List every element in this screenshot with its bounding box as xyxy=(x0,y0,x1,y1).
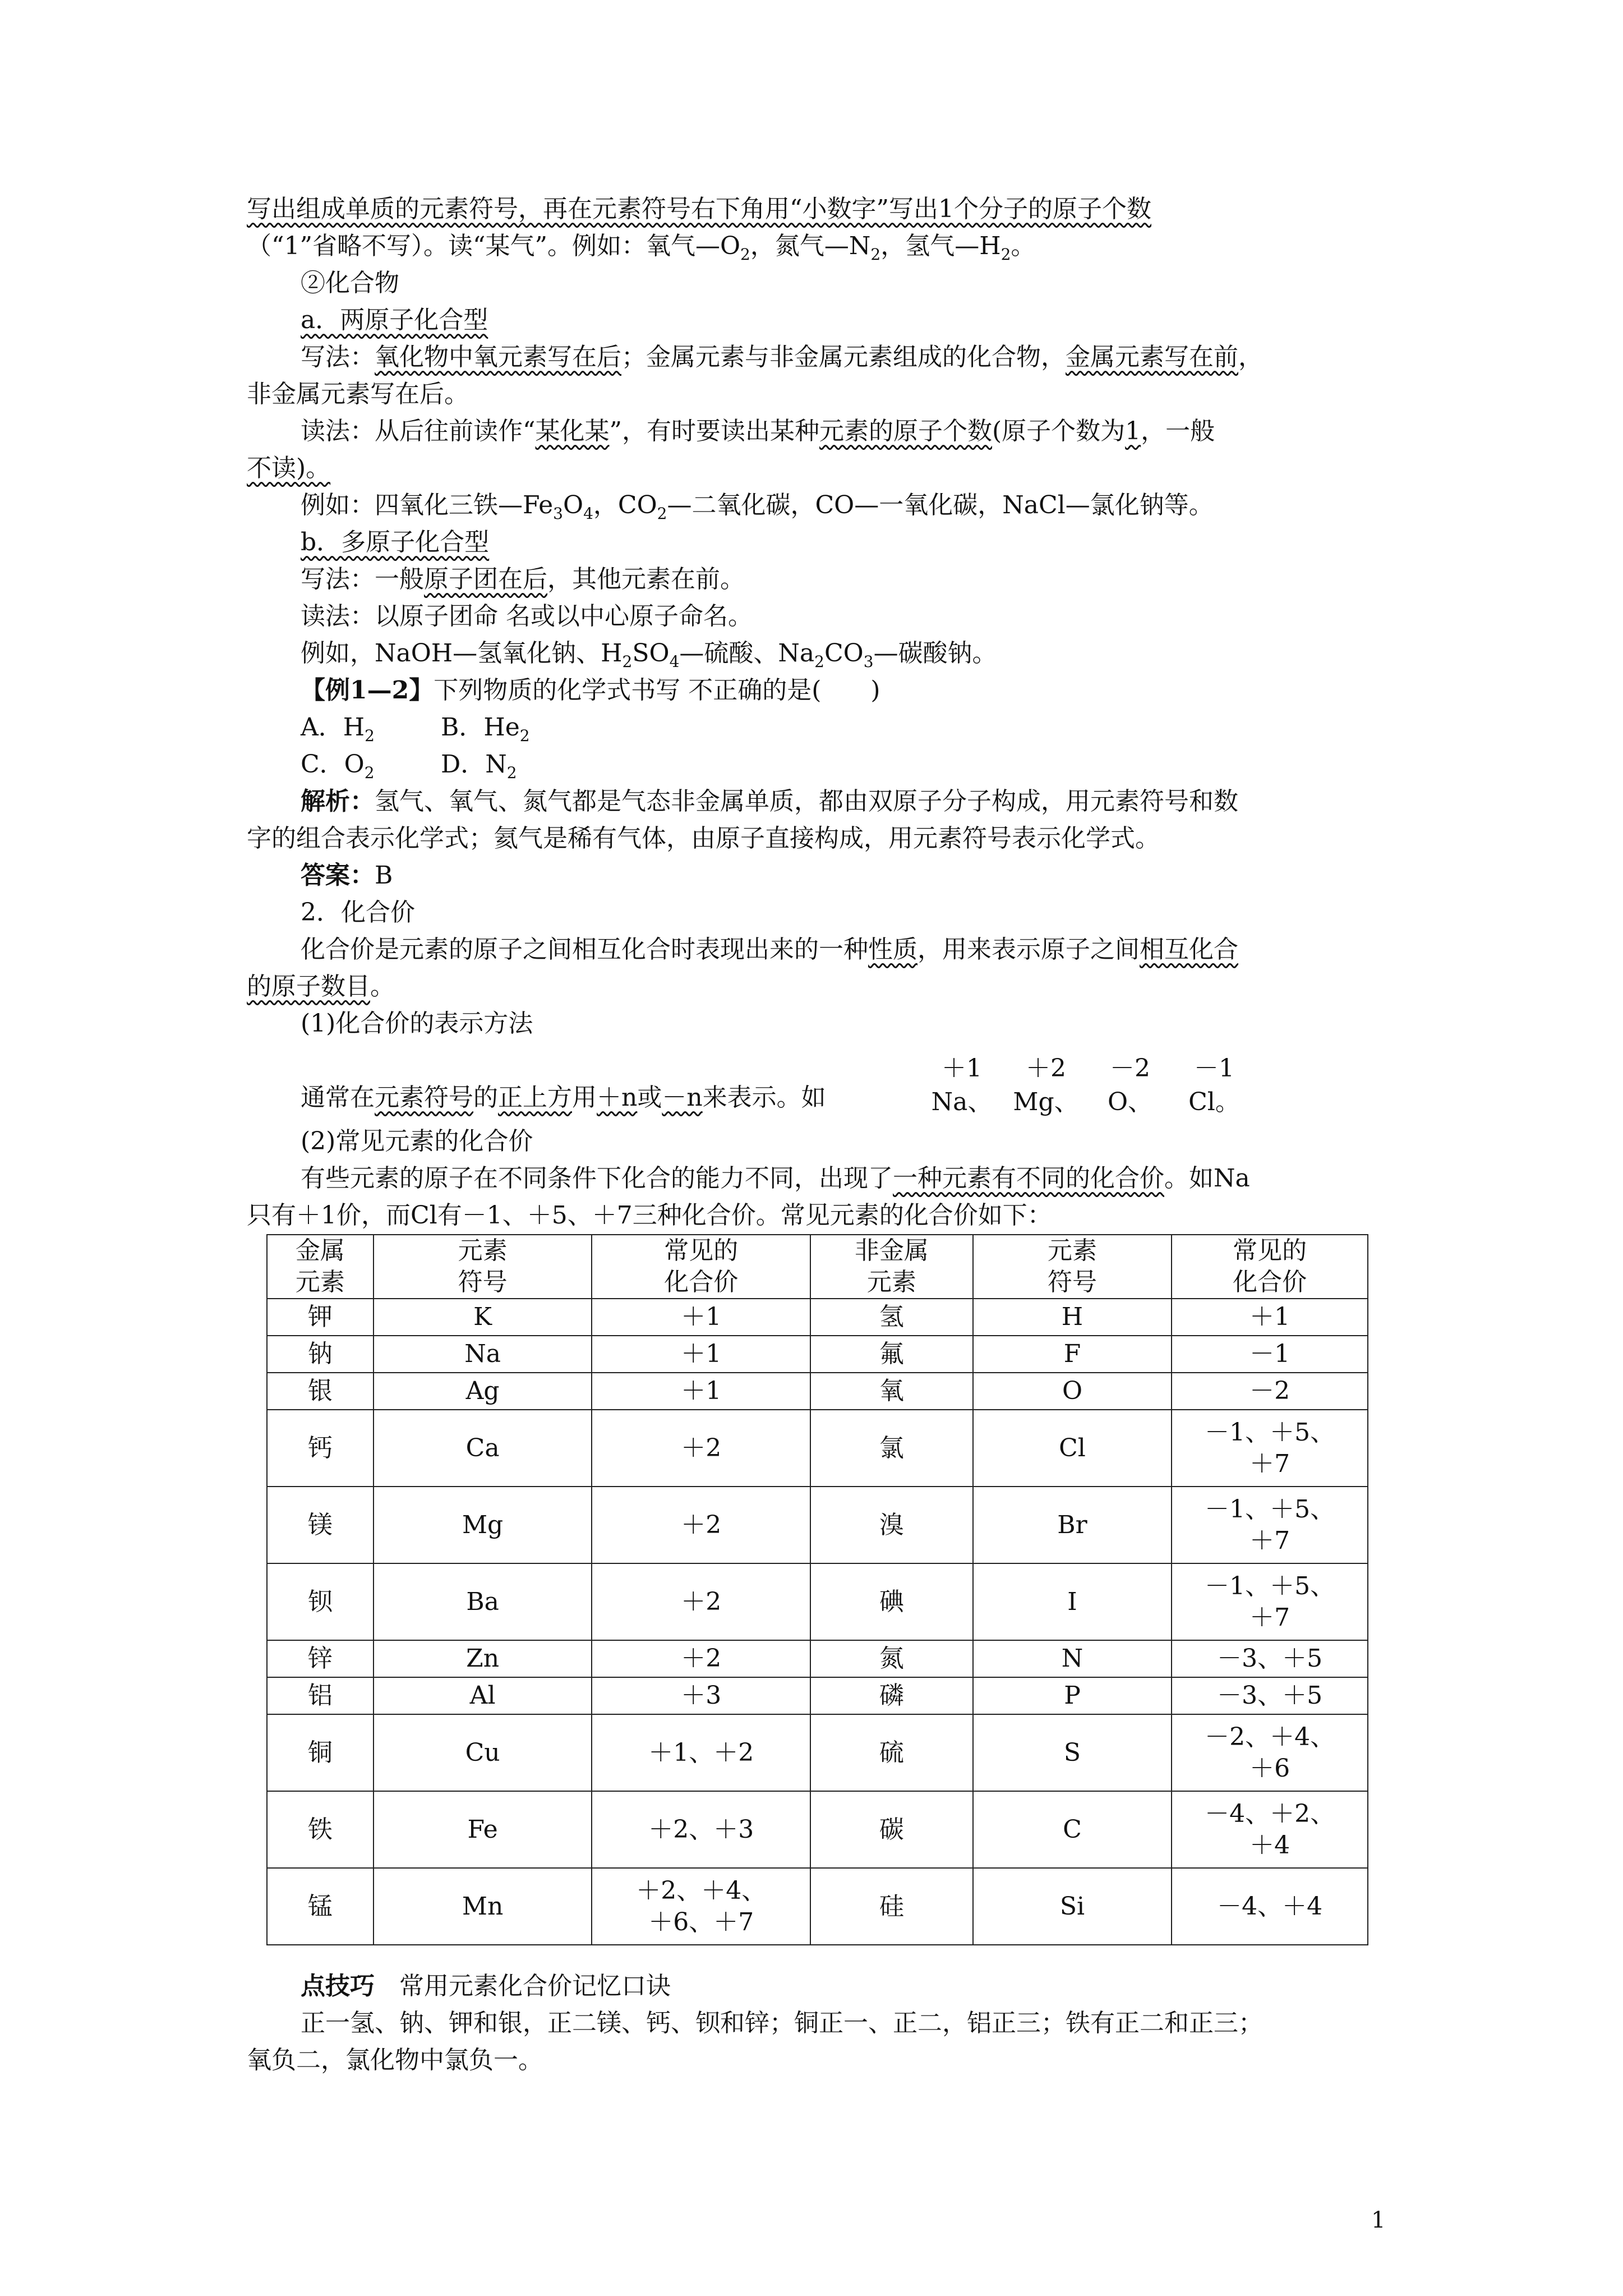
cell-text: Si xyxy=(1059,1892,1085,1921)
table-cell xyxy=(1172,1487,1368,1563)
main-text xyxy=(247,191,1380,1234)
valence-mark: －2 xyxy=(1110,1054,1150,1083)
table-header-cell xyxy=(592,1235,810,1299)
cell-text: 铁 xyxy=(307,1815,333,1844)
cell-text: －1、＋5、 xyxy=(1205,1494,1335,1524)
text-line: 化合价是元素的原子之间相互化合时表现出来的一种性质，用来表示原子之间相互化合 xyxy=(301,935,1238,964)
table-cell xyxy=(592,1336,810,1373)
table-cell xyxy=(374,1336,592,1373)
text-line: 写法：氧化物中氧元素写在后；金属元素与非金属元素组成的化合物，金属元素写在前， xyxy=(301,343,1263,371)
header-text: 符号 xyxy=(458,1268,508,1296)
cell-text: 钙 xyxy=(307,1433,333,1462)
table-cell xyxy=(374,1563,592,1640)
cell-text: ＋1 xyxy=(681,1377,722,1405)
cell-text: ＋6 xyxy=(1249,1754,1290,1783)
valence-example-line: 通常在元素符号的正上方用＋n或－n来表示。如 ＋1 ＋2 －2 －1 Na、 Mg、 O、 Cl。 xyxy=(247,1045,1380,1123)
header-text: 非金属 xyxy=(854,1236,929,1265)
valence-mark: ＋2 xyxy=(1026,1054,1066,1083)
cell-text: ＋1 xyxy=(1249,1303,1290,1331)
option-d: D．$N_2$ xyxy=(441,750,517,782)
table-cell xyxy=(374,1640,592,1677)
table-header-cell xyxy=(810,1235,973,1299)
cell-text: 钡 xyxy=(307,1587,333,1616)
cell-text: ＋1 xyxy=(681,1303,722,1331)
cell-text: Ca xyxy=(465,1433,500,1462)
cell-text: S xyxy=(1063,1738,1081,1767)
table-cell xyxy=(374,1714,592,1791)
options-row xyxy=(247,746,1380,783)
valence-mark: －1 xyxy=(1194,1054,1234,1083)
table-cell xyxy=(1172,1299,1368,1336)
table-cell xyxy=(810,1563,973,1640)
table-cell xyxy=(374,1677,592,1714)
table-row xyxy=(267,1677,1368,1714)
table-row xyxy=(267,1487,1368,1563)
cell-text: C xyxy=(1063,1815,1082,1844)
header-text: 元素 xyxy=(1047,1236,1097,1265)
cell-text: ＋4 xyxy=(1249,1830,1290,1860)
text-line: 只有＋1价，而Cl有－1、＋5、＋7三种化合价。常见元素的化合价如下： xyxy=(247,1201,1052,1230)
header-text: 元素 xyxy=(866,1268,916,1296)
text-line: 读法：以原子团命 名或以中心原子命名。 xyxy=(301,602,753,631)
table-cell xyxy=(1172,1868,1368,1945)
cell-text: －3、＋5 xyxy=(1217,1644,1323,1673)
table-cell xyxy=(810,1410,973,1487)
table-cell xyxy=(810,1299,973,1336)
cell-text: ＋6、＋7 xyxy=(648,1907,754,1936)
table-cell xyxy=(267,1714,374,1791)
page-number: 1 xyxy=(1371,2207,1386,2233)
cell-text: Zn xyxy=(466,1644,500,1673)
option-b: B．$He_2$ xyxy=(441,713,530,745)
cell-text: ＋1、＋2 xyxy=(648,1738,754,1767)
cell-text: ＋7 xyxy=(1249,1449,1290,1478)
cell-text: 锰 xyxy=(307,1892,333,1921)
table-cell xyxy=(592,1563,810,1640)
cell-text: 氢 xyxy=(879,1303,904,1331)
cell-text: 硅 xyxy=(879,1892,904,1921)
table-cell xyxy=(267,1677,374,1714)
table-cell xyxy=(374,1791,592,1868)
cell-text: 氮 xyxy=(879,1644,904,1673)
option-c: C．$O_2$ xyxy=(301,750,375,782)
text-line: 例如，NaOH—氢氧化钠、$H_2SO_4—$硫酸、$Na_2CO_3—$碳酸钠。 xyxy=(301,639,997,671)
text-line: 字的组合表示化学式；氦气是稀有气体，由原子直接构成，用元素符号表示化学式。 xyxy=(247,824,1160,853)
cell-text: －4、＋2、 xyxy=(1205,1799,1335,1828)
text-line: （“1”省略不写）。读“某气”。例如：氧气$—O_2$，氮气$—N_2$，氢气$—H_2$。 xyxy=(247,232,1036,264)
table-cell xyxy=(1172,1714,1368,1791)
cell-text: －4、＋4 xyxy=(1217,1892,1323,1921)
text-line: a．两原子化合型 xyxy=(301,306,488,334)
cell-text: Cl xyxy=(1059,1433,1086,1462)
table-cell xyxy=(374,1373,592,1410)
cell-text: 铝 xyxy=(307,1681,333,1710)
header-text: 化合价 xyxy=(664,1268,739,1296)
text-line: 的原子数目。 xyxy=(247,972,395,1001)
table-cell xyxy=(973,1487,1172,1563)
analysis: 解析：氢气、氧气、氮气都是气态非金属单质，都由双原子分子构成，用元素符号和数 xyxy=(301,787,1238,816)
cell-text: ＋2、＋3 xyxy=(648,1815,754,1844)
cell-text: ＋1 xyxy=(681,1340,722,1368)
cell-text: 银 xyxy=(307,1377,333,1405)
cell-text: 碳 xyxy=(879,1815,904,1844)
cell-text: 锌 xyxy=(307,1644,333,1673)
cell-text: －2 xyxy=(1249,1377,1290,1405)
table-cell xyxy=(374,1410,592,1487)
cell-text: 钠 xyxy=(307,1340,333,1368)
cell-text: Na xyxy=(464,1340,501,1368)
cell-text: 硫 xyxy=(879,1738,904,1767)
table-cell xyxy=(1172,1336,1368,1373)
header-text: 元素 xyxy=(295,1268,345,1296)
header-text: 常见的 xyxy=(664,1236,739,1265)
table-cell xyxy=(973,1373,1172,1410)
cell-text: ＋2 xyxy=(681,1644,722,1673)
table-row xyxy=(267,1868,1368,1945)
table-cell xyxy=(267,1640,374,1677)
section-heading: 2．化合价 xyxy=(301,898,415,927)
cell-text: ＋3 xyxy=(681,1681,722,1710)
table-header-row xyxy=(267,1235,1368,1299)
cell-text: ＋2、＋4、 xyxy=(636,1876,767,1905)
cell-text: O xyxy=(1062,1377,1083,1405)
cell-text: Mg xyxy=(462,1510,504,1539)
text-line: 有些元素的原子在不同条件下化合的能力不同，出现了一种元素有不同的化合价。如Na xyxy=(301,1164,1250,1193)
header-text: 金属 xyxy=(295,1236,345,1265)
table-cell xyxy=(973,1791,1172,1868)
options-row xyxy=(247,709,1380,746)
cell-text: ＋2 xyxy=(681,1433,722,1462)
table-row xyxy=(267,1714,1368,1791)
tips-heading: 点技巧 常用元素化合价记忆口诀 xyxy=(301,1972,671,2000)
header-text: 化合价 xyxy=(1233,1268,1307,1296)
cell-text: Ag xyxy=(465,1377,500,1405)
table-cell xyxy=(267,1373,374,1410)
table-row xyxy=(267,1373,1368,1410)
cell-text: －1 xyxy=(1249,1340,1290,1368)
table-header-cell xyxy=(374,1235,592,1299)
cell-text: Mn xyxy=(462,1892,504,1921)
cell-text: －1、＋5、 xyxy=(1205,1571,1335,1600)
cell-text: P xyxy=(1064,1681,1081,1710)
table-cell xyxy=(810,1336,973,1373)
header-text: 元素 xyxy=(458,1236,508,1265)
table-cell xyxy=(810,1868,973,1945)
table-cell xyxy=(973,1868,1172,1945)
cell-text: －3、＋5 xyxy=(1217,1681,1323,1710)
table-cell xyxy=(973,1640,1172,1677)
table-cell xyxy=(1172,1677,1368,1714)
cell-text: －2、＋4、 xyxy=(1205,1722,1335,1751)
cell-text: 氟 xyxy=(879,1340,904,1368)
table-header-cell xyxy=(267,1235,374,1299)
valence-table xyxy=(266,1234,1368,1945)
cell-text: F xyxy=(1063,1340,1081,1368)
table-cell xyxy=(592,1373,810,1410)
table-cell xyxy=(267,1868,374,1945)
table-cell xyxy=(592,1640,810,1677)
header-text: 符号 xyxy=(1047,1268,1097,1296)
cell-text: 溴 xyxy=(879,1510,904,1539)
table-row xyxy=(267,1563,1368,1640)
text-line: 例如：四氧化三铁$—Fe_3O_4$，$CO_2—$二氧化碳，CO—一氧化碳，NaCl—氯化钠等。 xyxy=(301,491,1214,523)
valence-mark: ＋1 xyxy=(942,1054,982,1083)
table-cell xyxy=(1172,1640,1368,1677)
cell-text: Br xyxy=(1057,1510,1087,1539)
table-cell xyxy=(810,1487,973,1563)
table-cell xyxy=(374,1487,592,1563)
cell-text: Fe xyxy=(467,1815,498,1844)
table-cell xyxy=(592,1714,810,1791)
table-row xyxy=(267,1791,1368,1868)
table-cell xyxy=(973,1714,1172,1791)
table-cell xyxy=(374,1299,592,1336)
table-cell xyxy=(374,1868,592,1945)
tips-section xyxy=(247,1968,1380,2079)
table-body xyxy=(267,1299,1368,1945)
cell-text: ＋7 xyxy=(1249,1603,1290,1632)
cell-text: N xyxy=(1061,1644,1083,1673)
table-cell xyxy=(1172,1791,1368,1868)
element-symbol: Cl。 xyxy=(1188,1088,1240,1116)
table-cell xyxy=(810,1677,973,1714)
cell-text: K xyxy=(473,1303,492,1331)
cell-text: Ba xyxy=(466,1587,499,1616)
table-row xyxy=(267,1640,1368,1677)
table-cell xyxy=(973,1563,1172,1640)
table-cell xyxy=(267,1563,374,1640)
text-line: 写出组成单质的元素符号，再在元素符号右下角用“小数字”写出1个分子的原子个数 xyxy=(247,195,1151,223)
table-cell xyxy=(592,1487,810,1563)
cell-text: Cu xyxy=(465,1738,500,1767)
cell-text: ＋7 xyxy=(1249,1526,1290,1555)
tips-text: 氧负二，氯化物中氯负一。 xyxy=(247,2046,543,2074)
cell-text: 铜 xyxy=(307,1738,333,1767)
cell-text: 镁 xyxy=(307,1510,333,1539)
cell-text: ＋2 xyxy=(681,1587,722,1616)
table-header-cell xyxy=(1172,1235,1368,1299)
text-line: ②化合物 xyxy=(301,269,399,297)
table-cell xyxy=(1172,1410,1368,1487)
cell-text: H xyxy=(1061,1303,1083,1331)
cell-text: 碘 xyxy=(879,1587,904,1616)
cell-text: ＋2 xyxy=(681,1510,722,1539)
table-cell xyxy=(810,1714,973,1791)
element-symbol: Na、 xyxy=(931,1088,993,1116)
table-cell xyxy=(592,1868,810,1945)
table-cell xyxy=(267,1336,374,1373)
table-row xyxy=(267,1410,1368,1487)
tips-text: 正一氢、钠、钾和银，正二镁、钙、钡和锌；铜正一、正二，铝正三；铁有正二和正三； xyxy=(301,2009,1263,2037)
table-cell xyxy=(592,1791,810,1868)
cell-text: －1、＋5、 xyxy=(1205,1418,1335,1447)
table-cell xyxy=(267,1410,374,1487)
table-cell xyxy=(592,1299,810,1336)
table-cell xyxy=(810,1791,973,1868)
cell-text: 氧 xyxy=(879,1377,904,1405)
table-cell xyxy=(592,1677,810,1714)
element-symbol: O、 xyxy=(1107,1088,1153,1116)
text-line: b．多原子化合型 xyxy=(301,528,490,556)
table-cell xyxy=(267,1299,374,1336)
table-cell xyxy=(1172,1373,1368,1410)
example-question: 【例1—2】下列物质的化学式书写 不正确的是( ) xyxy=(301,676,880,705)
table-cell xyxy=(267,1791,374,1868)
text-line: (1)化合价的表示方法 xyxy=(301,1009,533,1038)
table-cell xyxy=(973,1299,1172,1336)
cell-text: 磷 xyxy=(879,1681,904,1710)
text-line: (2)常见元素的化合价 xyxy=(301,1127,533,1156)
text-line: 不读)。 xyxy=(247,454,331,482)
table-cell xyxy=(810,1373,973,1410)
text-line: 非金属元素写在后。 xyxy=(247,380,469,408)
cell-text: Al xyxy=(469,1681,496,1710)
option-a: A．$H_2$ xyxy=(301,713,375,745)
table-cell xyxy=(592,1410,810,1487)
table-cell xyxy=(267,1487,374,1563)
table-header-cell xyxy=(973,1235,1172,1299)
text-line: 写法：一般原子团在后，其他元素在前。 xyxy=(301,565,745,593)
table-cell xyxy=(973,1336,1172,1373)
table-cell xyxy=(1172,1563,1368,1640)
header-text: 常见的 xyxy=(1233,1236,1307,1265)
element-symbol: Mg、 xyxy=(1013,1088,1079,1116)
cell-text: I xyxy=(1067,1587,1077,1616)
cell-text: 氯 xyxy=(879,1433,904,1462)
cell-text: 钾 xyxy=(307,1303,333,1331)
answer: 答案：B xyxy=(301,861,393,890)
table-cell xyxy=(973,1677,1172,1714)
table-cell xyxy=(810,1640,973,1677)
table-row xyxy=(267,1336,1368,1373)
text-line: 读法：从后往前读作“某化某”，有时要读出某种元素的原子个数(原子个数为1，一般 xyxy=(301,417,1215,445)
table-row xyxy=(267,1299,1368,1336)
table-cell xyxy=(973,1410,1172,1487)
